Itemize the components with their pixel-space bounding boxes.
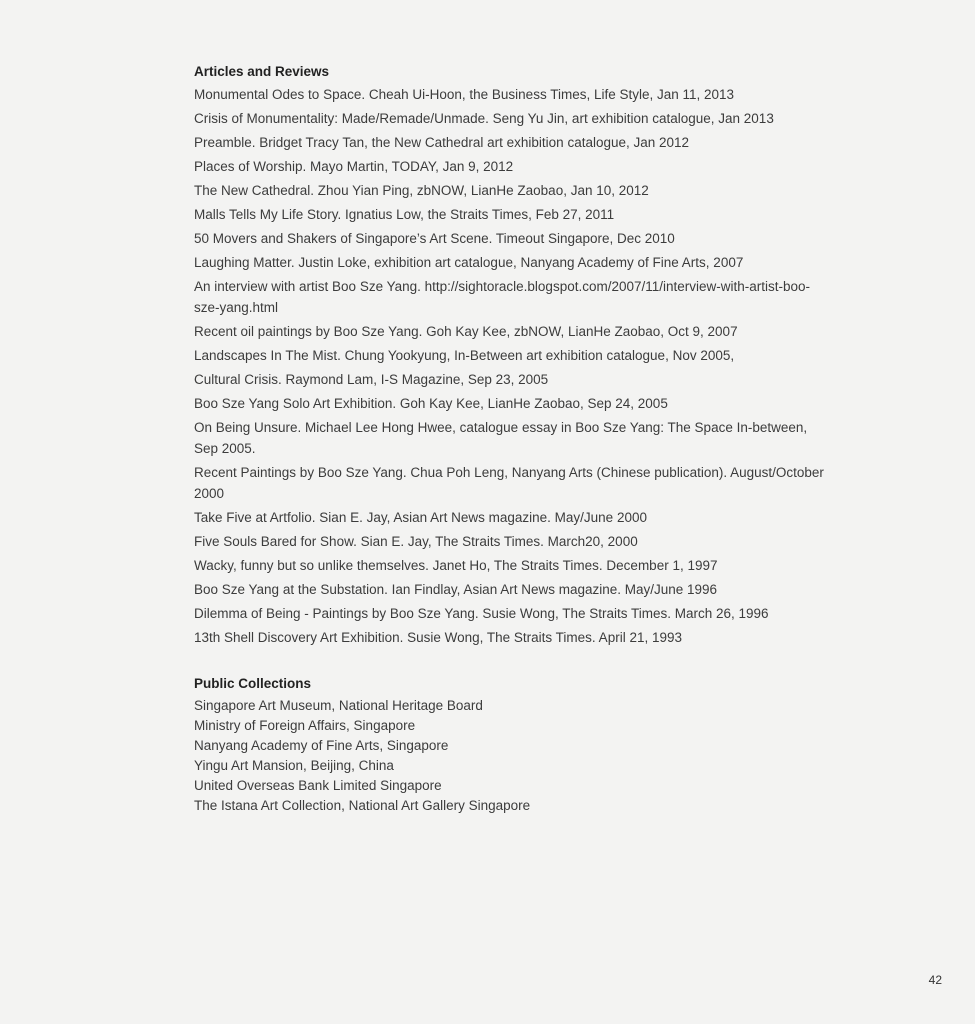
section-spacer [194, 651, 834, 674]
article-item: Preamble. Bridget Tracy Tan, the New Cathedral art exhibition catalogue, Jan 2012 [194, 135, 690, 150]
articles-heading: Articles and Reviews [194, 64, 330, 79]
article-item: Boo Sze Yang Solo Art Exhibition. Goh Kay Kee, LianHe Zaobao, Sep 24, 2005 [194, 396, 668, 411]
collection-item: Nanyang Academy of Fine Arts, Singapore [194, 738, 449, 753]
article-item: 50 Movers and Shakers of Singapore’s Art Scene. Timeout Singapore, Dec 2010 [194, 231, 675, 246]
article-item: Places of Worship. Mayo Martin, TODAY, Jan 9, 2012 [194, 159, 514, 174]
article-item: Dilemma of Being - Paintings by Boo Sze Yang. Susie Wong, The Straits Times. March 26, 1996 [194, 606, 769, 621]
article-item: 13th Shell Discovery Art Exhibition. Susie Wong, The Straits Times. April 21, 1993 [194, 630, 682, 645]
collection-item: Singapore Art Museum, National Heritage Board [194, 698, 483, 713]
document-page [194, 62, 834, 816]
collection-item: Yingu Art Mansion, Beijing, China [194, 758, 394, 773]
article-item: Wacky, funny but so unlike themselves. Janet Ho, The Straits Times. December 1, 1997 [194, 558, 718, 573]
collections-list [194, 696, 834, 816]
article-item: Recent Paintings by Boo Sze Yang. Chua Poh Leng, Nanyang Arts (Chinese publication). August/October 2000 [194, 465, 824, 501]
article-item: Take Five at Artfolio. Sian E. Jay, Asian Art News magazine. May/June 2000 [194, 510, 647, 525]
collection-item: The Istana Art Collection, National Art Gallery Singapore [194, 798, 531, 813]
article-item: An interview with artist Boo Sze Yang. http://sightoracle.blogspot.com/2007/11/interview-with-artist-boo-sze-yang.html [194, 279, 811, 315]
article-item: Boo Sze Yang at the Substation. Ian Findlay, Asian Art News magazine. May/June 1996 [194, 582, 718, 597]
articles-list [194, 84, 834, 648]
article-item: Five Souls Bared for Show. Sian E. Jay, The Straits Times. March20, 2000 [194, 534, 638, 549]
article-item: Landscapes In The Mist. Chung Yookyung, In-Between art exhibition catalogue, Nov 2005, [194, 348, 735, 363]
collection-item: Ministry of Foreign Affairs, Singapore [194, 718, 416, 733]
article-item: Malls Tells My Life Story. Ignatius Low, the Straits Times, Feb 27, 2011 [194, 207, 615, 222]
article-item: Recent oil paintings by Boo Sze Yang. Goh Kay Kee, zbNOW, LianHe Zaobao, Oct 9, 2007 [194, 324, 738, 339]
article-item: The New Cathedral. Zhou Yian Ping, zbNOW, LianHe Zaobao, Jan 10, 2012 [194, 183, 649, 198]
article-item: Cultural Crisis. Raymond Lam, I-S Magazine, Sep 23, 2005 [194, 372, 549, 387]
article-item: Laughing Matter. Justin Loke, exhibition art catalogue, Nanyang Academy of Fine Arts, 2007 [194, 255, 744, 270]
page-number: 42 [928, 973, 942, 987]
article-item: Crisis of Monumentality: Made/Remade/Unmade. Seng Yu Jin, art exhibition catalogue, Jan 2013 [194, 111, 774, 126]
article-item: Monumental Odes to Space. Cheah Ui-Hoon, the Business Times, Life Style, Jan 11, 2013 [194, 87, 735, 102]
collection-item: United Overseas Bank Limited Singapore [194, 778, 442, 793]
article-item: On Being Unsure. Michael Lee Hong Hwee, catalogue essay in Boo Sze Yang: The Space In-between, Sep 2005. [194, 420, 808, 456]
collections-heading: Public Collections [194, 676, 312, 691]
